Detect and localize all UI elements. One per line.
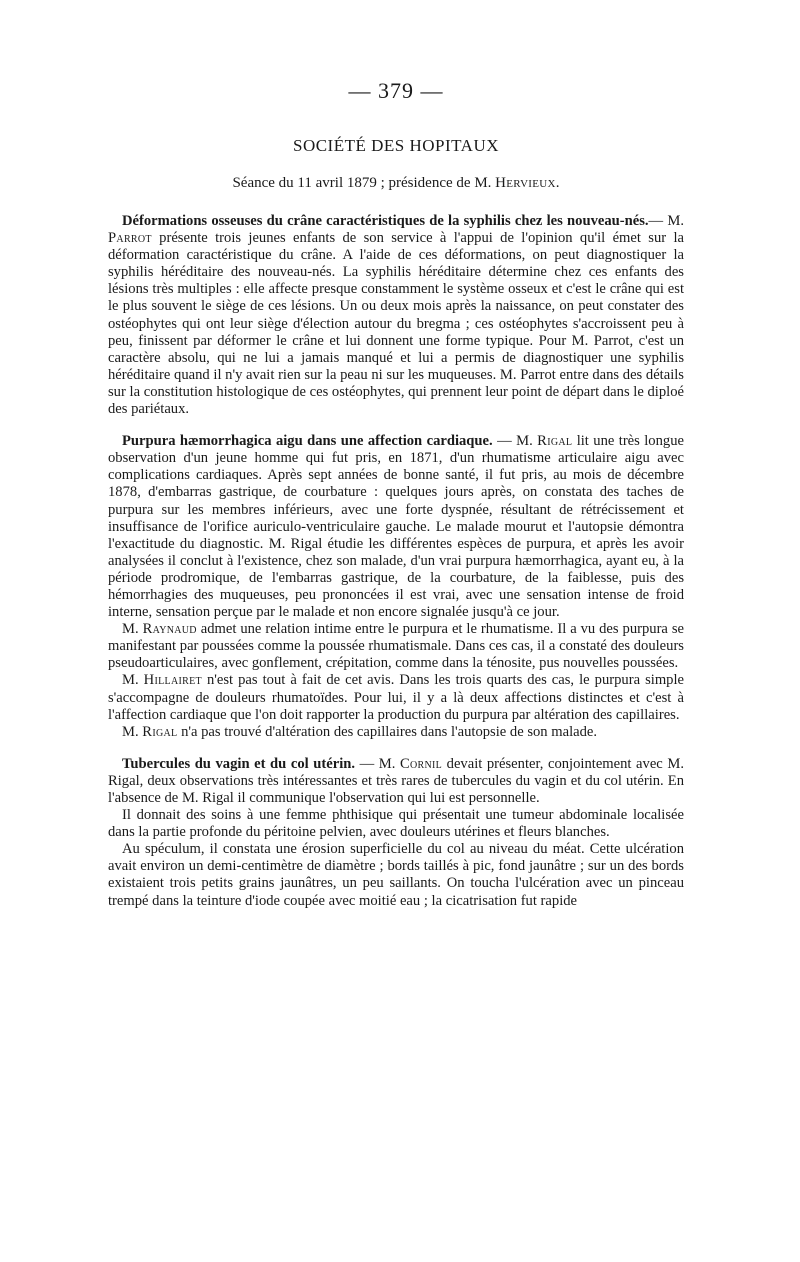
text-run: — M. <box>648 213 684 229</box>
paragraph <box>108 213 684 418</box>
section-tubercules <box>108 756 684 910</box>
seance-line <box>108 174 684 192</box>
text-run: M. <box>122 672 139 689</box>
text-run: lit une très longue observation d'un jeune homme qui fut pris, en 1871, d'un rhumatisme articulaire aigu avec complications cardiaques. Après sept années de bonne santé, il fut pris, au mois de décembre 1878, d'embarras gastrique, de courbature : quelques jours après, on constata des taches de purpura sur les membres inférieurs, avec une forte dyspnée, résultant de rétrécissement et insuffisance de l'orifice auriculo-ventriculaire gauche. Le malade mourut et l'autopsie démontra l'exactitude du diagnostic. M. Rigal étudie les différentes espèces de purpura, et après les avoir analysées il conclut à l'existence, chez son malade, d'un vrai purpura hæmorrhagica, ayant eu, à la période prodromique, de l'embarras gastrique, de la courbature, de la faiblesse, puis des hémorrhagies des muqueuses, peu prononcées il est vrai, avec une sensation intense de froid interne, sensation perçue par le malade et non encore signalée jusqu'à ce jour. <box>108 433 684 621</box>
section-title: Déformations osseuses du crâne caractéristiques de la syphilis chez les nouveau-nés. <box>122 213 649 229</box>
paragraph: Au spéculum, il constata une érosion superficielle du col au niveau du méat. Cette ulcération avait environ un demi-centimètre de diamètre ; bords taillés à pic, fond jaunâtre ; sur un des bords existaient trois petits grains jaunâtres, un peu saillants. On toucha l'ulcération avec un pinceau trempé dans la teinture d'iode coupée avec moitié eau ; la cicatrisation fut rapide <box>108 841 684 909</box>
speaker-name: Hillairet <box>143 672 202 689</box>
paragraph <box>108 672 684 723</box>
paragraph: Il donnait des soins à une femme phthisique qui présentait une tumeur abdominale localisée dans la partie profonde du péritoine pelvien, avec douleurs utérines et fleurs blanches. <box>108 807 684 841</box>
text-run: présente trois jeunes enfants de son service à l'appui de l'opinion qu'il émet sur la déformation caractéristique du crâne. A l'aide de ces déformations, on peut diagnostiquer la syphilis héréditaire des nouveau-nés. La syphilis héréditaire détermine chez ces enfants des lésions très multiples : elle affecte presque constamment le système osseux et c'est le crâne qui est le plus souvent le siège de ces lésions. Un ou deux mois après la naissance, on peut constater des ostéophytes qui ont leur siège d'élection autour du bregma ; ces ostéophytes s'accroissent peu à peu, finissent par déformer le crâne et lui donnent une forme typique. Pour M. Parrot, c'est un caractère absolu, qui ne lui a jamais manqué et lui a permis de diagnostiquer une syphilis héréditaire quand il n'y avait rien sur la peau ni sur les muqueuses. M. Parrot entre dans des détails sur la constitution histologique de ces ostéophytes, qui prennent leur point de départ dans le diploé des pariétaux. <box>108 230 684 418</box>
society-title: SOCIÉTÉ DES HOPITAUX <box>292 136 500 155</box>
section-purpura <box>108 433 684 741</box>
text-run: M. <box>122 723 139 740</box>
section-title: Purpura hæmorrhagica aigu dans une affection cardiaque. <box>122 433 493 450</box>
paragraph <box>108 433 684 621</box>
section-deformations <box>108 213 684 418</box>
text-run: — M. <box>359 755 396 772</box>
text-run: M. <box>122 621 139 638</box>
speaker-name: Cornil <box>399 755 443 772</box>
text-run: admet une relation intime entre le purpura et le rhumatisme. Il a vu des purpura se manifestant par poussées comme la poussée rhumatismale. Dans ces cas, il a constaté des douleurs pseudoarticulaires, avec gonflement, crépitation, comme dans la ténosite, pus nouvelles poussées. <box>108 621 684 672</box>
text-run: n'a pas trouvé d'altération des capillaires dans l'autopsie de son malade. <box>181 723 598 740</box>
speaker-name: Raynaud <box>142 621 197 638</box>
seance-president: Hervieux <box>495 175 556 191</box>
speaker-name: Rigal <box>142 723 178 740</box>
section-title: Tubercules du vagin et du col utérin. <box>122 755 356 772</box>
speaker-name: Parrot <box>108 230 152 247</box>
document-page <box>108 78 684 910</box>
text-run: devait présenter, conjointement avec M. Rigal, deux observations très intéressantes et très rares de tubercules du vagin et du col utérin. En l'absence de M. Rigal il communique l'observation qui lui est personnelle. <box>108 755 684 806</box>
text-run: n'est pas tout à fait de cet avis. Dans les trois quarts des cas, le purpura simple s'accompagne de douleurs rhumatoïdes. Pour lui, il y a là deux affections distinctes et c'est à l'affection cardiaque que l'on doit rapporter la production du purpura par altération des capillaires. <box>108 672 685 723</box>
speaker-name: Rigal <box>537 433 573 450</box>
paragraph <box>108 621 684 672</box>
paragraph <box>108 724 684 741</box>
seance-prefix: Séance du 11 avril 1879 ; présidence de M. <box>232 175 492 191</box>
paragraph <box>108 756 684 807</box>
seance-suffix: . <box>555 175 560 191</box>
text-run: — M. <box>497 433 533 450</box>
page-number: — 379 — <box>348 78 444 103</box>
